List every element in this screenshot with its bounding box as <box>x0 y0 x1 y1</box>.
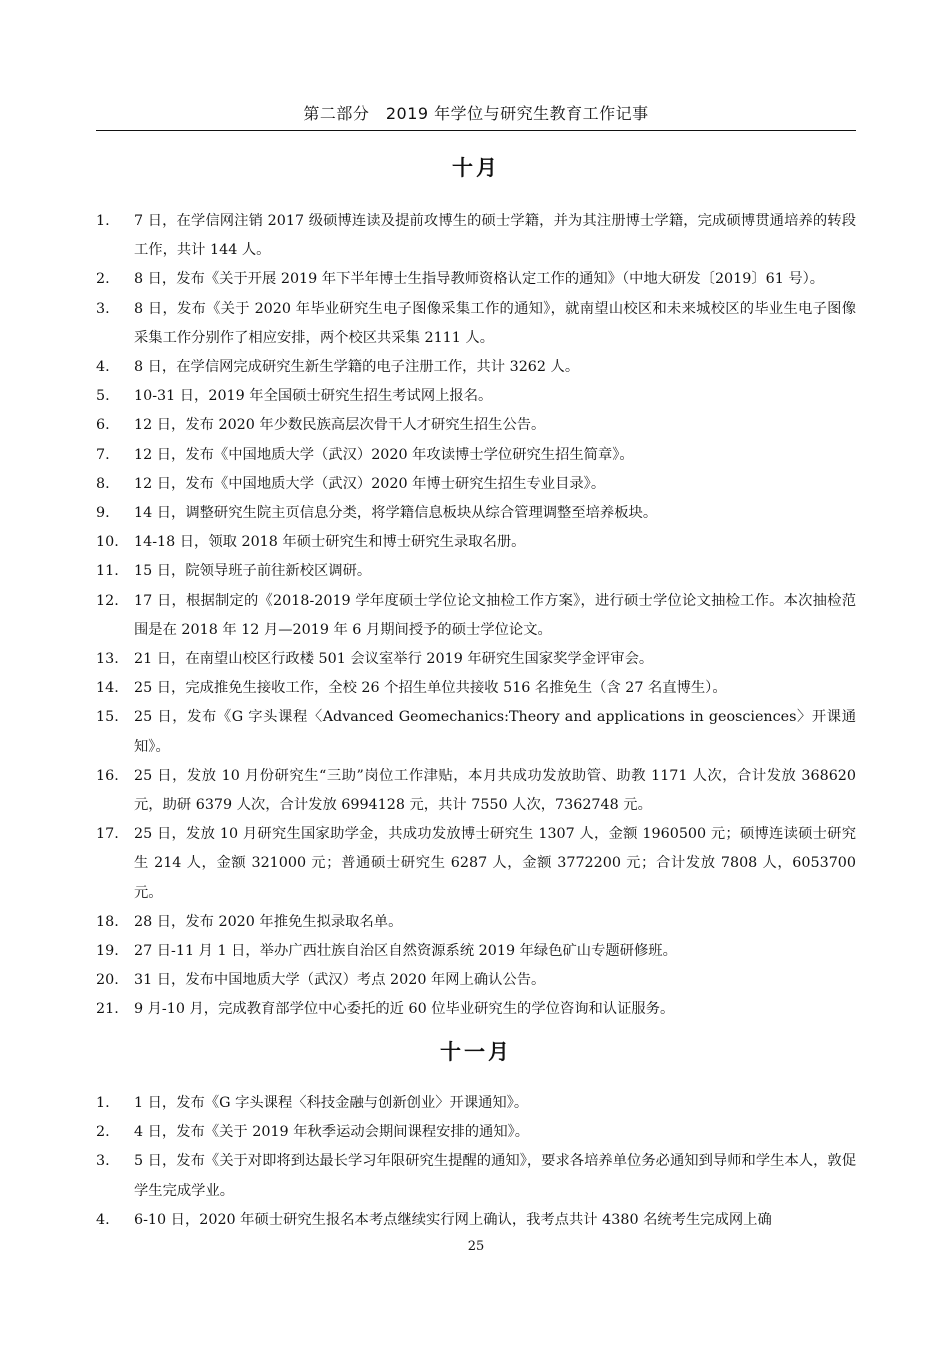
item-text: 4 日，发布《关于 2019 年秋季运动会期间课程安排的通知》。 <box>134 1124 530 1141</box>
section-title-november: 十一月 <box>440 1040 512 1064</box>
list-item <box>96 1118 856 1147</box>
item-text: 10-31 日，2019 年全国硕士研究生招生考试网上报名。 <box>134 388 493 405</box>
item-text: 14 日，调整研究生院主页信息分类，将学籍信息板块从综合管理调整至培养板块。 <box>134 505 658 522</box>
list-item <box>96 499 856 528</box>
item-text: 12 日，发布《中国地质大学（武汉）2020 年博士研究生招生专业目录》。 <box>134 475 606 492</box>
item-text: 25 日，发放 10 月研究生国家助学金，共成功发放博士研究生 1307 人，金额 1960500 元；硕博连读硕士研究生 214 人，金额 321000 元；普通硕士研究生 6287 人，金额 3772200 元；合计发放 7808 人，6053700 元。 <box>134 826 856 901</box>
list-item <box>96 703 856 761</box>
item-text: 5 日，发布《关于对即将到达最长学习年限研究生提醒的通知》，要求各培养单位务必通知到导师和学生本人，敦促学生完成学业。 <box>134 1153 856 1199</box>
item-text: 25 日，发放 10 月份研究生“三助”岗位工作津贴，本月共成功发放助管、助教 1171 人次，合计发放 368620 元，助研 6379 人次，合计发放 6994128 元，共计 7550 人次，7362748 元。 <box>134 767 856 814</box>
page-number: 25 <box>467 1239 485 1254</box>
list-item <box>96 820 856 908</box>
item-text: 12 日，发布《中国地质大学（武汉）2020 年攻读博士学位研究生招生简章》。 <box>134 446 634 463</box>
item-number: 3. <box>96 300 110 317</box>
list-item <box>96 265 856 294</box>
item-text: 17 日，根据制定的《2018-2019 学年度硕士学位论文抽检工作方案》，进行硕士学位论文抽检工作。本次抽检范围是在 2018 年 12 月—2019 年 6 月期间授予的硕士学位论文。 <box>134 592 856 638</box>
item-number: 4. <box>96 359 110 376</box>
item-number: 18. <box>96 913 119 930</box>
list-item <box>96 1147 856 1205</box>
item-number: 2. <box>96 271 110 288</box>
item-text: 8 日，在学信网完成研究生新生学籍的电子注册工作，共计 3262 人。 <box>134 359 580 376</box>
list-item <box>96 995 856 1024</box>
item-number: 9. <box>96 505 110 522</box>
list-item <box>96 587 856 645</box>
item-number: 16. <box>96 767 119 784</box>
list-item <box>96 1206 856 1235</box>
item-text: 21 日，在南望山校区行政楼 501 会议室举行 2019 年研究生国家奖学金评审会。 <box>134 651 654 668</box>
item-number: 14. <box>96 680 119 697</box>
item-number: 2. <box>96 1124 110 1141</box>
november-event-list <box>96 1089 856 1235</box>
item-number: 21. <box>96 1001 119 1018</box>
item-number: 6. <box>96 417 110 434</box>
item-number: 12. <box>96 592 119 609</box>
item-number: 17. <box>96 826 119 843</box>
item-number: 7. <box>96 446 110 463</box>
item-number: 4. <box>96 1211 110 1228</box>
list-item <box>96 382 856 411</box>
list-item <box>96 908 856 937</box>
running-header: 第二部分 2019 年学位与研究生教育工作记事 <box>303 104 649 123</box>
item-number: 5. <box>96 388 110 405</box>
item-number: 3. <box>96 1153 110 1170</box>
section-title-october: 十月 <box>452 156 500 180</box>
item-number: 15. <box>96 709 119 726</box>
item-text: 14-18 日，领取 2018 年硕士研究生和博士研究生录取名册。 <box>134 534 526 551</box>
item-text: 15 日，院领导班子前往新校区调研。 <box>134 563 372 580</box>
item-text: 28 日，发布 2020 年推免生拟录取名单。 <box>134 913 403 930</box>
list-item <box>96 762 856 820</box>
list-item <box>96 966 856 995</box>
october-event-list <box>96 207 856 1025</box>
item-number: 13. <box>96 651 119 668</box>
item-number: 11. <box>96 563 119 580</box>
list-item <box>96 353 856 382</box>
item-number: 1. <box>96 1095 110 1111</box>
list-item <box>96 937 856 966</box>
item-text: 6-10 日，2020 年硕士研究生报名本考点继续实行网上确认，我考点共计 4380 名统考生完成网上确 <box>134 1211 772 1228</box>
header-rule <box>96 130 856 131</box>
item-text: 25 日，完成推免生接收工作，全校 26 个招生单位共接收 516 名推免生（含 27 名直博生）。 <box>134 680 727 697</box>
list-item <box>96 1089 856 1118</box>
list-item <box>96 441 856 470</box>
item-text: 8 日，发布《关于开展 2019 年下半年博士生指导教师资格认定工作的通知》（中地大研发〔2019〕61 号）。 <box>134 271 825 288</box>
list-item <box>96 645 856 674</box>
item-number: 20. <box>96 972 119 989</box>
item-text: 27 日-11 月 1 日，举办广西壮族自治区自然资源系统 2019 年绿色矿山专题研修班。 <box>134 943 677 960</box>
list-item <box>96 528 856 557</box>
list-item <box>96 295 856 353</box>
list-item <box>96 557 856 586</box>
list-item <box>96 470 856 499</box>
item-text: 7 日，在学信网注销 2017 级硕博连读及提前攻博生的硕士学籍，并为其注册博士学籍，完成硕博贯通培养的转段工作，共计 144 人。 <box>134 213 856 259</box>
item-text: 12 日，发布 2020 年少数民族高层次骨干人才研究生招生公告。 <box>134 417 546 434</box>
list-item <box>96 411 856 440</box>
list-item <box>96 207 856 265</box>
item-text: 9 月-10 月，完成教育部学位中心委托的近 60 位毕业研究生的学位咨询和认证服务。 <box>134 1001 675 1018</box>
list-item <box>96 674 856 703</box>
item-text: 25 日，发布《G 字头课程〈Advanced Geomechanics:Theory and applications in geosciences〉开课通知》。 <box>134 709 856 755</box>
item-number: 1. <box>96 213 110 229</box>
item-text: 1 日，发布《G 字头课程〈科技金融与创新创业〉开课通知》。 <box>134 1095 529 1111</box>
item-number: 8. <box>96 475 110 492</box>
item-number: 19. <box>96 943 119 960</box>
item-number: 10. <box>96 534 119 551</box>
item-text: 31 日，发布中国地质大学（武汉）考点 2020 年网上确认公告。 <box>134 972 546 989</box>
item-text: 8 日，发布《关于 2020 年毕业研究生电子图像采集工作的通知》，就南望山校区和未来城校区的毕业生电子图像采集工作分别作了相应安排，两个校区共采集 2111 人。 <box>134 300 856 346</box>
